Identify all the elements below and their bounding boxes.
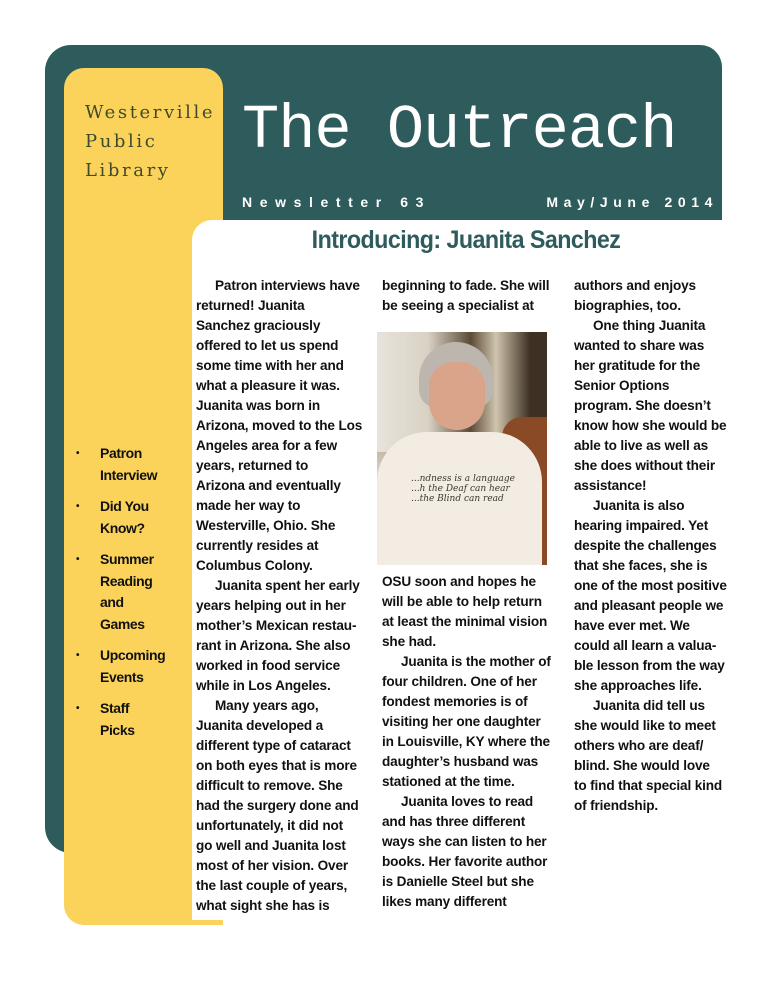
bullet-icon: •	[76, 501, 80, 512]
toc-item-label: Games	[100, 615, 145, 632]
library-name	[85, 98, 215, 185]
article-line: Arizona and eventually	[196, 478, 341, 493]
article-line: Juanita was born in	[196, 398, 321, 413]
portrait-photo	[377, 332, 547, 565]
article-line: be seeing a specialist at	[382, 298, 534, 313]
library-name-line: Public	[85, 131, 158, 152]
article-line: have ever met. We	[574, 618, 690, 633]
article-line: that she faces, she is	[574, 558, 708, 573]
article-line: Juanita developed a	[196, 718, 324, 733]
article-line: she does without their	[574, 458, 715, 473]
article-line: authors and enjoys	[574, 278, 696, 293]
article-line: in Louisville, KY where the	[382, 734, 550, 749]
article-line: rant in Arizona. She also	[196, 638, 351, 653]
article-line: worked in food service	[196, 658, 341, 673]
article-line: had the surgery done and	[196, 798, 359, 813]
article-line: Many years ago,	[215, 698, 319, 713]
article-line: while in Los Angeles.	[196, 678, 331, 693]
article-line: made her way to	[196, 498, 301, 513]
article-line: Angeles area for a few	[196, 438, 338, 453]
article-line: difficult to remove. She	[196, 778, 343, 793]
toc-item[interactable]	[70, 698, 190, 741]
article-line: some time with her and	[196, 358, 344, 373]
article-line: ble lesson from the way	[574, 658, 725, 673]
library-name-line: Library	[85, 160, 171, 181]
article-line: Juanita spent her early	[215, 578, 360, 593]
article-line: mother’s Mexican restau-	[196, 618, 357, 633]
article-line: ways she can listen to her	[382, 834, 547, 849]
article-line: what sight she has is	[196, 898, 330, 913]
article-line: despite the challenges	[574, 538, 717, 553]
article-line: likes many different	[382, 894, 507, 909]
bullet-icon: •	[76, 650, 80, 661]
article-line: able to live as well as	[574, 438, 709, 453]
article-line: Westerville, Ohio. She	[196, 518, 336, 533]
article-column-1	[196, 276, 374, 916]
article-line: unfortunately, it did not	[196, 818, 344, 833]
article-line: the last couple of years,	[196, 878, 348, 893]
article-line: offered to let us spend	[196, 338, 339, 353]
toc-item[interactable]	[70, 496, 190, 539]
article-line: biographies, too.	[574, 298, 681, 313]
article-line: go well and Juanita lost	[196, 838, 346, 853]
article-line: she approaches life.	[574, 678, 702, 693]
bullet-icon: •	[76, 448, 80, 459]
article-line: Juanita loves to read	[401, 794, 534, 809]
bullet-icon: •	[76, 703, 80, 714]
issue-date: May/June 2014	[546, 194, 718, 210]
article-line: she had.	[382, 634, 436, 649]
article-line: and pleasant people we	[574, 598, 724, 613]
article-line: is Danielle Steel but she	[382, 874, 534, 889]
article-line: years helping out in her	[196, 598, 346, 613]
article-line: books. Her favorite author	[382, 854, 548, 869]
article-line: Arizona, moved to the Los	[196, 418, 363, 433]
article-line: she would like to meet	[574, 718, 716, 733]
article-line: to find that special kind	[574, 778, 723, 793]
photo-shirt-text: ...ndness is a language ...h the Deaf can hear ...the Blind can read	[411, 474, 515, 504]
toc-item-label: Reading	[100, 572, 153, 589]
toc-item-label: Picks	[100, 721, 135, 738]
article-line: Patron interviews have	[215, 278, 360, 293]
article-line: know how she would be	[574, 418, 727, 433]
article-line: One thing Juanita	[593, 318, 706, 333]
article-line: Juanita did tell us	[593, 698, 705, 713]
article-line: daughter’s husband was	[382, 754, 539, 769]
bullet-icon: •	[76, 554, 80, 565]
photo-face	[429, 362, 485, 430]
article-line: on both eyes that is more	[196, 758, 357, 773]
toc-item[interactable]	[70, 549, 190, 635]
toc-item[interactable]	[70, 645, 190, 688]
article-headline: Introducing: Juanita Sanchez	[311, 226, 621, 254]
toc-item-label: Upcoming	[100, 647, 166, 663]
article-line: others who are deaf/	[574, 738, 704, 753]
article-line: could all learn a valua-	[574, 638, 717, 653]
article-line: will be able to help return	[382, 594, 542, 609]
toc-item-label: Summer	[100, 551, 154, 567]
toc-item[interactable]	[70, 443, 190, 486]
article-line: Juanita is also	[593, 498, 685, 513]
toc-item-label: Staff	[100, 700, 130, 716]
table-of-contents	[70, 443, 190, 751]
article-line: one of the most positive	[574, 578, 727, 593]
article-line: wanted to share was	[574, 338, 705, 353]
library-name-line: Westerville	[85, 102, 216, 123]
article-line: stationed at the time.	[382, 774, 515, 789]
article-line: Senior Options	[574, 378, 670, 393]
article-line: her gratitude for the	[574, 358, 700, 373]
article-line: most of her vision. Over	[196, 858, 349, 873]
article-column-3	[574, 276, 744, 816]
article-line: at least the minimal vision	[382, 614, 548, 629]
toc-item-label: Patron	[100, 445, 142, 461]
article-line: and has three different	[382, 814, 526, 829]
article-line: returned! Juanita	[196, 298, 305, 313]
toc-item-label: Interview	[100, 466, 158, 483]
article-line: years, returned to	[196, 458, 309, 473]
article-line: Juanita is the mother of	[401, 654, 551, 669]
article-line: program. She doesn’t	[574, 398, 711, 413]
article-line: blind. She would love	[574, 758, 710, 773]
article-line: four children. One of her	[382, 674, 537, 689]
newsletter-title: The Outreach	[242, 95, 677, 166]
article-line: hearing impaired. Yet	[574, 518, 709, 533]
article-line: different type of cataract	[196, 738, 351, 753]
toc-item-label: Events	[100, 668, 144, 685]
article-line: currently resides at	[196, 538, 319, 553]
article-line: Columbus Colony.	[196, 558, 313, 573]
toc-item-label: Know?	[100, 519, 145, 536]
article-line: OSU soon and hopes he	[382, 574, 536, 589]
article-line: what a pleasure it was.	[196, 378, 340, 393]
article-line: beginning to fade. She will	[382, 278, 550, 293]
article-line: assistance!	[574, 478, 647, 493]
article-line: Sanchez graciously	[196, 318, 321, 333]
toc-item-label: Did You	[100, 498, 149, 514]
article-line: fondest memories is of	[382, 694, 528, 709]
article-line: visiting her one daughter	[382, 714, 541, 729]
issue-number: Newsletter 63	[242, 194, 432, 210]
article-line: of friendship.	[574, 798, 658, 813]
toc-item-label: and	[100, 594, 124, 610]
